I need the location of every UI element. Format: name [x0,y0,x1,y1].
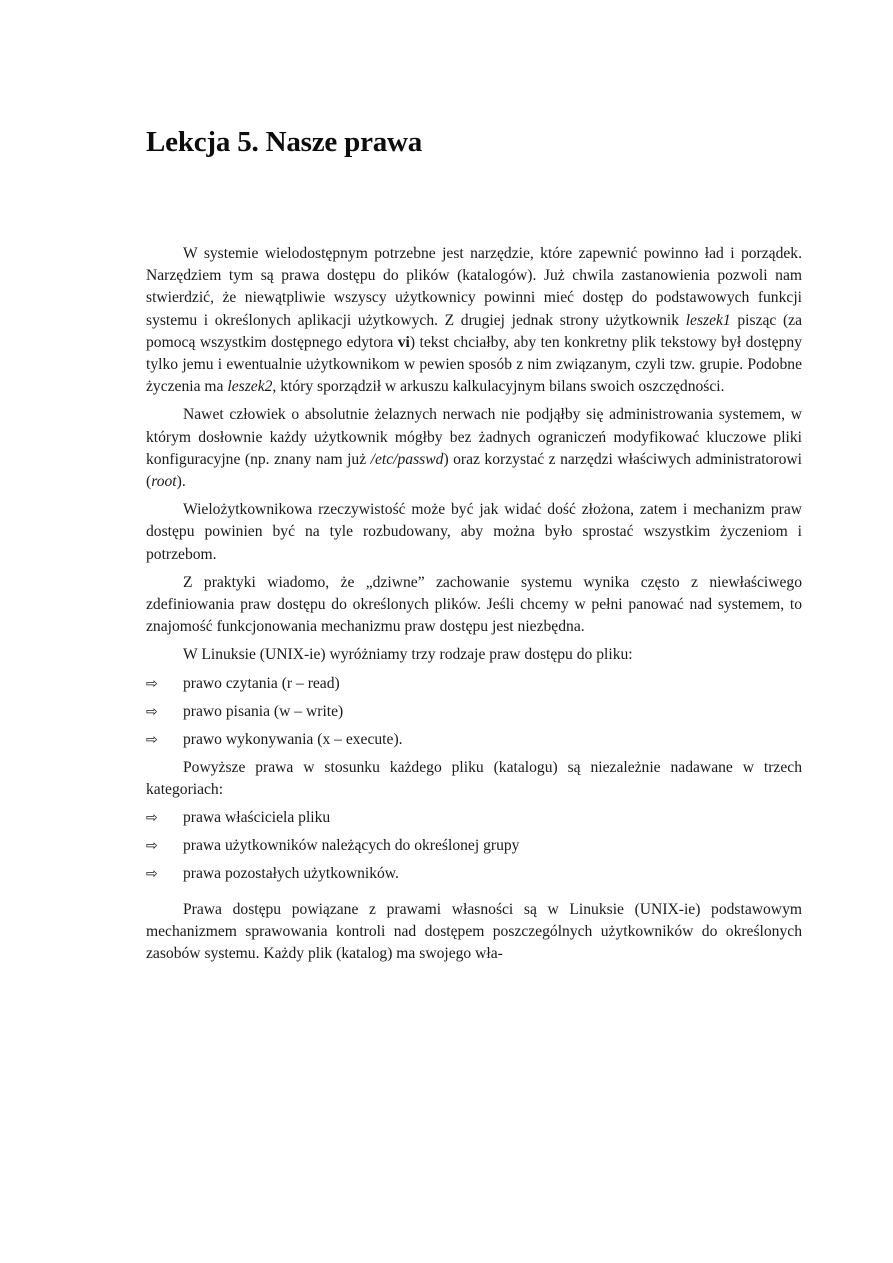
arrow-right-icon: ⇨ [146,731,158,748]
text-run: pisząc (za pomocą wszystkim dostępnego edytora [146,311,803,351]
list-item [146,807,802,829]
text-run: W systemie wielodostępnym potrzebne jest narzędzie, które zapewnić powinno ład i porządek. Narzędziem tym są prawa dostępu do plików (katalogów). Już chwila zastanowienia pozwoli nam stwierdzić, że niewątpliwie wszyscy użytkownicy powinni mieć dostęp do podstawowych funkcji systemu i określonych aplikacji użytkowych. Z drugiej jednak strony użytkownik [146,245,802,329]
list-item-text: prawo pisania (w – write) [183,702,344,720]
categories-list [146,807,802,885]
paragraph-admin [146,404,802,493]
arrow-right-icon: ⇨ [146,675,158,692]
list-item-text: prawo wykonywania (x – execute). [183,730,403,748]
path-etc-passwd: /etc/passwd [370,450,444,468]
arrow-right-icon: ⇨ [146,703,158,720]
text-run: ) oraz korzystać z narzędzi właściwych administratorowi ( [146,450,803,491]
paragraph-categories-intro: Powyższe prawa w stosunku każdego pliku (katalogu) są niezależnie nadawane w trzech kategoriach: [146,758,802,798]
username-root: root [151,473,177,491]
arrow-right-icon: ⇨ [146,810,158,827]
text-run: Nawet człowiek o absolutnie żelaznych nerwach nie podjąłby się administrowania systemem, w którym dosłownie każdy użytkownik mógłby bez żadnych ograniczeń modyfikować kluczowe pliki konfiguracyjne (np. znany nam już [146,406,802,468]
rights-list [146,673,802,751]
text-run: ) tekst chciałby, aby ten konkretny plik tekstowy był dostępny tylko jemu i ewentualnie użytkownikom w pewien sposób z nim związanym, czyli tzw. grupie. Podobne życzenia ma [146,333,802,396]
list-item [146,673,802,695]
list-item-text: prawa właściciela pliku [183,809,331,827]
editor-name-vi: vi [397,333,410,351]
document-body [146,243,802,972]
username-leszek2: leszek2 [227,378,273,396]
paragraph-practice: Z praktyki wiadomo, że „dziwne” zachowanie systemu wynika często z niewłaściwego zdefiniowania praw dostępu do określonych plików. Jeśli chcemy w pełni panować nad systemem, to znajomość funkcjonowania mechanizmu praw dostępu jest niezbędna. [146,573,802,636]
text-run: , który sporządził w arkuszu kalkulacyjnym bilans swoich oszczędności. [272,378,725,396]
arrow-right-icon: ⇨ [146,866,158,883]
paragraph-multiuser: Wielożytkownikowa rzeczywistość może być jak widać dość złożona, zatem i mechanizm praw dostępu powinien być na tyle rozbudowany, aby można było sprostać wszystkim życzeniom i potrzebom. [146,501,802,563]
arrow-right-icon: ⇨ [146,838,158,855]
list-item-text: prawa pozostałych użytkowników. [183,865,399,883]
paragraph-ownership: Prawa dostępu powiązane z prawami własności są w Linuksie (UNIX-ie) podstawowym mechanizmem sprawowania kontroli nad dostępem poszczególnych użytkowników do określonych zasobów systemu. Każdy plik (katalog) ma swojego wła- [146,901,802,963]
list-item [146,835,802,857]
username-leszek1: leszek1 [685,311,731,329]
list-item [146,729,802,751]
list-item [146,863,802,885]
list-item [146,701,802,723]
list-item-text: prawa użytkowników należących do określonej grupy [183,837,520,855]
list-item-text: prawo czytania (r – read) [183,674,340,692]
paragraph-rights-intro: W Linuksie (UNIX-ie) wyróżniamy trzy rodzaje praw dostępu do pliku: [183,646,633,664]
paragraph-intro [146,243,802,398]
text-run: ). [176,473,186,491]
lesson-title: Lekcja 5. Nasze prawa [146,126,423,158]
